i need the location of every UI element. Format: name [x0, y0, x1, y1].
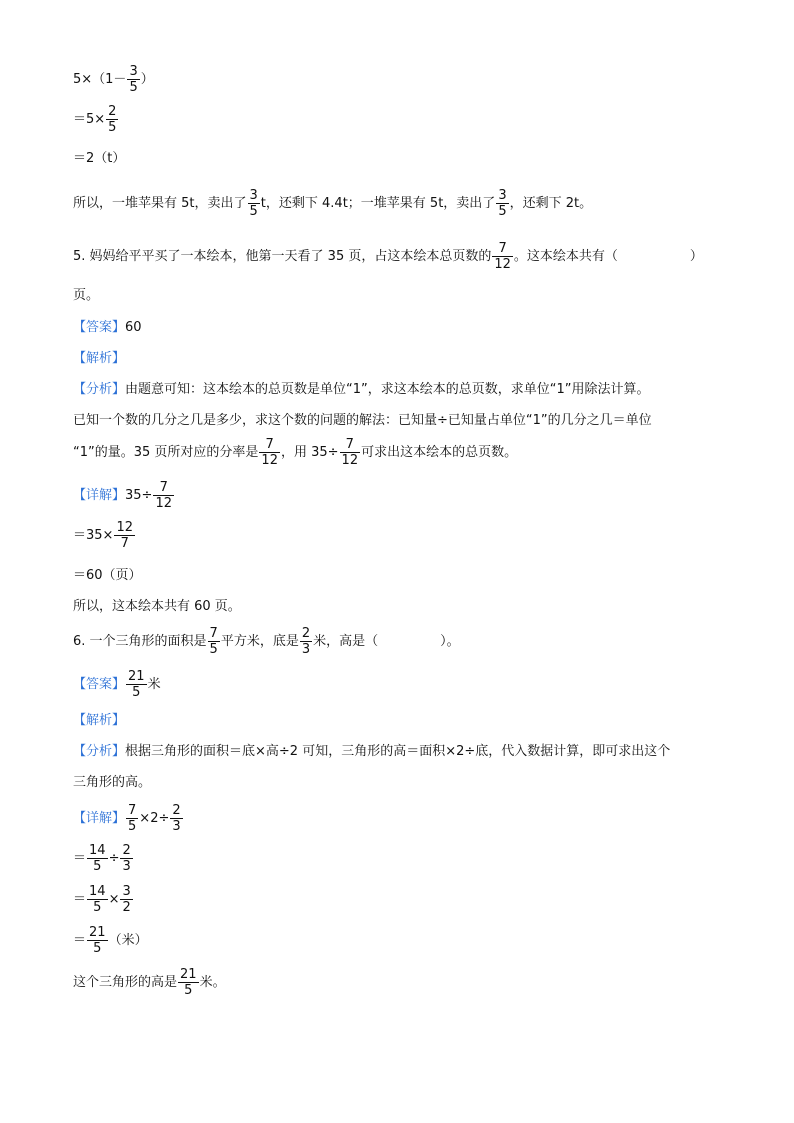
detail-6-line-4: ＝ $\frac{21}{5}$ （米） [73, 925, 148, 956]
detail-5-conclusion: 所以，这本绘本共有 60 页。 [73, 599, 241, 614]
calc-line-1: 5×（1－ $\frac{3}{5}$ ） [73, 64, 154, 95]
detail-5-line-1: 【详解】35÷ $\frac{7}{12}$ [73, 480, 172, 511]
answer-5: 【答案】60 [73, 320, 142, 335]
analysis-5-line-3: “1”的量。35 页所对应的分率是 $\frac{7}{12}$ ，用 35÷ $\frac{7}{12}$ 可求出这本绘本的总页数。 [73, 437, 518, 468]
fraction: $\frac{7}{12}$ [494, 241, 511, 272]
detail-5-line-2: ＝35× $\frac{12}{7}$ [73, 520, 133, 551]
answer-6: 【答案】 $\frac{21}{5}$ 米 [73, 669, 161, 700]
analysis-5-line-1: 【分析】由题意可知：这本绘本的总页数是单位“1”，求这本绘本的总页数，求单位“1”用除法计算。 [73, 382, 650, 397]
analysis-5-line-2: 已知一个数的几分之几是多少，求这个数的问题的解法：已知量÷已知量占单位“1”的几分之几＝单位 [73, 413, 652, 428]
detail-6-line-1: 【详解】 $\frac{7}{5}$ ×2÷ $\frac{2}{3}$ [73, 803, 181, 834]
fraction: $\frac{3}{5}$ [498, 188, 507, 219]
question-5: 5. 妈妈给平平买了一本绘本，他第一天看了 35 页，占这本绘本总页数的 $\frac{7}{12}$ 。这本绘本共有（ ） [73, 241, 703, 272]
question-6: 6. 一个三角形的面积是 $\frac{7}{5}$ 平方米，底是 $\frac{2}{3}$ 米，高是（ ）。 [73, 626, 460, 657]
detail-6-line-2: ＝ $\frac{14}{5}$ ÷ $\frac{2}{3}$ [73, 843, 131, 874]
analysis-heading-6: 【解析】 [73, 713, 126, 728]
fraction: $\frac{3}{5}$ [249, 188, 258, 219]
answer-label: 【答案】 [73, 320, 126, 335]
fraction: $\frac{2}{5}$ [108, 104, 117, 135]
detail-6-line-3: ＝ $\frac{14}{5}$ × $\frac{3}{2}$ [73, 884, 131, 915]
detail-6-conclusion: 这个三角形的高是 $\frac{21}{5}$ 米。 [73, 967, 226, 998]
fraction: $\frac{3}{5}$ [129, 64, 138, 95]
analysis-6-line-1: 【分析】根据三角形的面积＝底×高÷2 可知，三角形的高＝面积×2÷底，代入数据计算，即可求出这个 [73, 744, 671, 759]
detail-5-line-3: ＝60（页） [73, 568, 142, 583]
analysis-6-line-2: 三角形的高。 [73, 775, 152, 790]
question-5-cont: 页。 [73, 288, 100, 303]
calc-line-2: ＝5× $\frac{2}{5}$ [73, 104, 117, 135]
calc-line-3: ＝2（t） [73, 151, 126, 166]
text: 5×（1－ [73, 72, 127, 87]
conclusion-line: 所以，一堆苹果有 5t，卖出了 $\frac{3}{5}$ t，还剩下 4.4t；一堆苹果有 5t，卖出了 $\frac{3}{5}$ ，还剩下 2t。 [73, 188, 593, 219]
analysis-heading: 【解析】 [73, 351, 126, 366]
